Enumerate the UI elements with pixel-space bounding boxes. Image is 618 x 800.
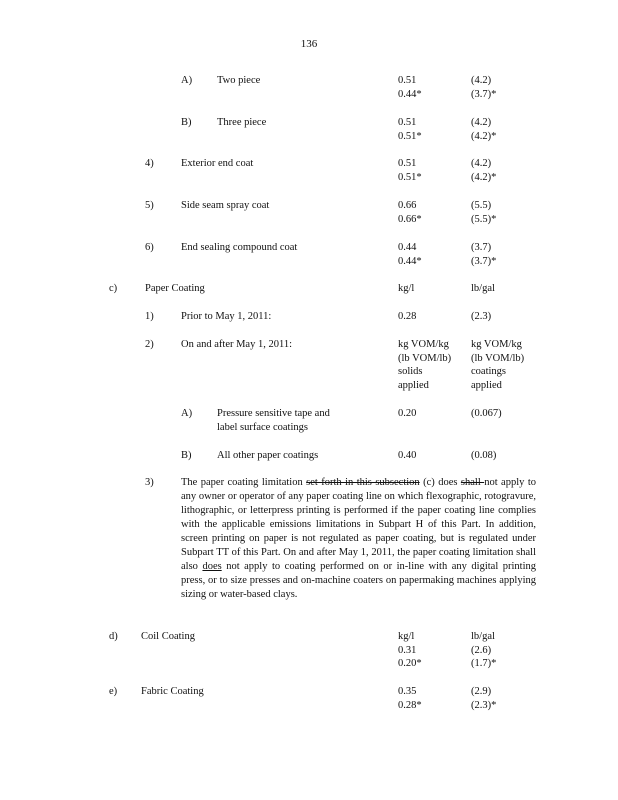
value-lb: (2.9) (2.3)* [471,686,497,711]
value-kg: 0.44 0.44* [398,242,422,267]
value-kg: kg/l 0.31 0.20* [398,631,422,669]
value-kg: 0.35 0.28* [398,686,422,711]
struck-text: set forth in this subsection [306,477,420,488]
item-label: 6) [145,242,154,253]
item-label: 4) [145,158,154,169]
value-lb: (4.2) (4.2)* [471,117,497,142]
item-label: 1) [145,311,154,322]
section-label: c) [109,283,118,294]
item-text: All other paper coatings [217,450,319,461]
value-kg: 0.40 [398,450,417,461]
unit-kg: kg/l [398,283,415,294]
value-lb: (2.3) [471,311,492,322]
paper-coating-limitation-paragraph: The paper coating limitation set forth in this subsection (c) does shall not apply to any owner or operator of any paper coating line on which flexographic, rotogravure, lithographic, or letterpress printing is performed if the paper coating line complies with the applicable emissions limitations in Subpart H of this Part. In addition, screen printing on paper is not regulated as paper coating, but is regulated under Subpart TT of this Part. On and after May 1, 2011, the paper coating limitation shall also does not apply to coating performed on or in-line with any digital printing press, or to size presses and on-machine coaters on papermaking machines applying sizing or water-based clays. [181,477,536,600]
item-text: Three piece [217,117,267,128]
value-kg: 0.51 0.44* [398,75,422,100]
value-lb: (3.7) (3.7)* [471,242,497,267]
item-label: 3) [145,477,154,488]
unit-lb: lb/gal [471,283,495,294]
value-kg: 0.20 [398,408,417,419]
item-text: Two piece [217,75,261,86]
item-label: 2) [145,339,154,350]
unit-header-coatings: kg VOM/kg (lb VOM/lb) coatings applied [471,339,525,391]
value-lb: (0.08) [471,450,497,461]
value-lb: (0.067) [471,408,502,419]
item-label: A) [181,408,193,419]
item-text: On and after May 1, 2011: [181,339,292,350]
item-label: A) [181,75,193,86]
item-label: 5) [145,200,154,211]
value-kg: 0.66 0.66* [398,200,422,225]
value-lb: lb/gal (2.6) (1.7)* [471,631,497,669]
inserted-text: does [202,561,222,572]
section-label: d) [109,631,118,642]
section-title: Coil Coating [141,631,195,642]
item-label: B) [181,450,192,461]
item-text: Prior to May 1, 2011: [181,311,272,322]
item-text: End sealing compound coat [181,242,298,253]
item-text: Pressure sensitive tape and label surface coatings [217,408,330,433]
struck-text: shall [460,477,485,488]
section-title: Paper Coating [145,283,205,294]
value-kg: 0.51 0.51* [398,117,422,142]
value-lb: (4.2) (3.7)* [471,75,497,100]
item-text: Exterior end coat [181,158,254,169]
value-lb: (5.5) (5.5)* [471,200,497,225]
unit-header-solids: kg VOM/kg (lb VOM/lb) solids applied [398,339,452,391]
section-label: e) [109,686,118,697]
value-kg: 0.28 [398,311,417,322]
value-lb: (4.2) (4.2)* [471,158,497,183]
item-label: B) [181,117,192,128]
section-title: Fabric Coating [141,686,204,697]
value-kg: 0.51 0.51* [398,158,422,183]
item-text: Side seam spray coat [181,200,270,211]
page-number: 136 [300,38,318,50]
